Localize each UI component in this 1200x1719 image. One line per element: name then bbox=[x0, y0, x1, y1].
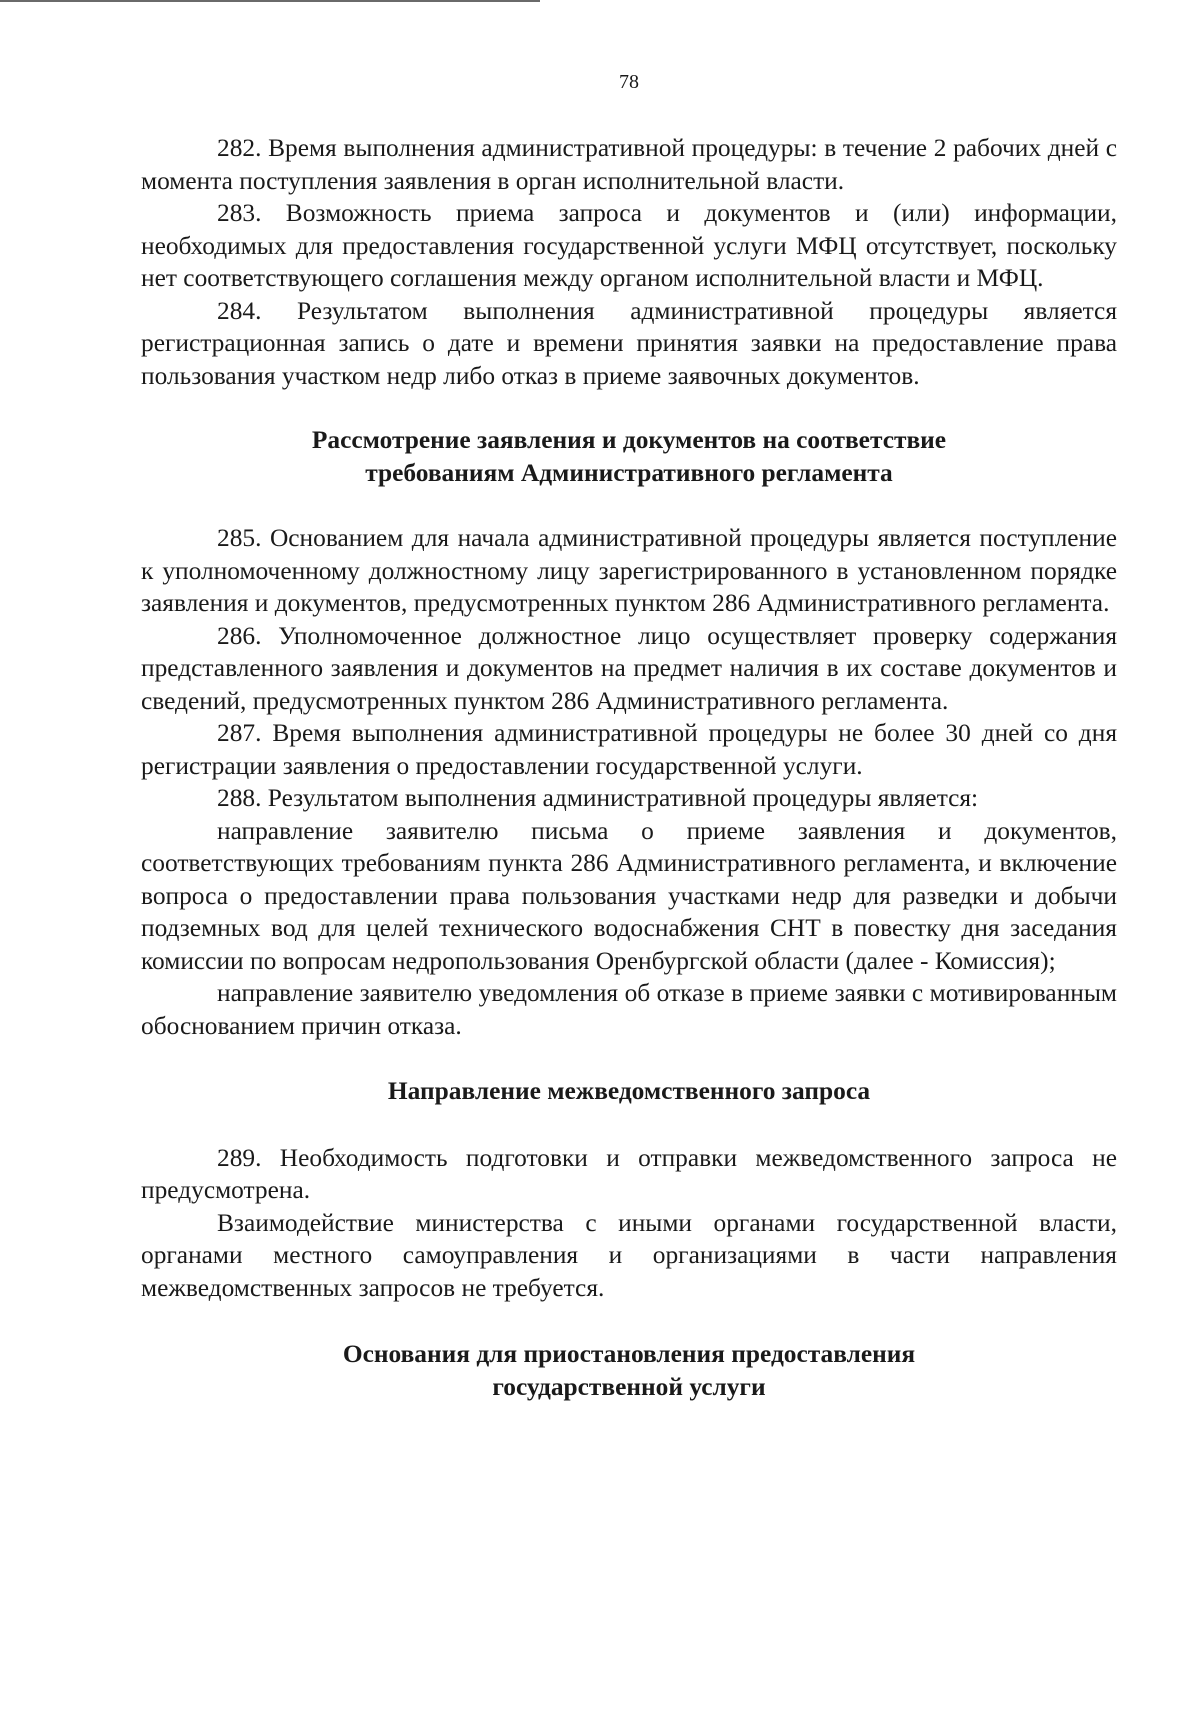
heading-suspension-line2: государственной услуги bbox=[492, 1372, 766, 1401]
document-page bbox=[141, 68, 1117, 1403]
paragraph-284: 284. Результатом выполнения административной процедуры является регистрационная запись о дате и времени принятия заявки на предоставление права пользования участком недр либо отказ в приеме заявочных документов. bbox=[141, 296, 1117, 390]
paragraph-288-item-1: направление заявителю письма о приеме заявления и документов, соответствующих требованиям пункта 286 Административного регламента, и включение вопроса о предоставлении права пользования участками недр для разведки и добычи подземных вод для целей технического водоснабжения СНТ в повестку дня заседания комиссии по вопросам недропользования Оренбургской области (далее - Комиссия); bbox=[141, 816, 1117, 975]
section-review bbox=[141, 522, 1117, 1042]
section-top bbox=[141, 132, 1117, 392]
paragraph-282: 282. Время выполнения административной процедуры: в течение 2 рабочих дней с момента поступления заявления в орган исполнительной власти. bbox=[141, 134, 1117, 195]
paragraph-287: 287. Время выполнения административной процедуры не более 30 дней со дня регистрации заявления о предоставлении государственной услуги. bbox=[141, 719, 1117, 780]
paragraph-289: 289. Необходимость подготовки и отправки межведомственного запроса не предусмотрена. bbox=[141, 1143, 1117, 1204]
heading-review-line1: Рассмотрение заявления и документов на соответствие bbox=[311, 426, 947, 454]
paragraph-288: 288. Результатом выполнения административной процедуры является: bbox=[217, 784, 979, 812]
heading-interagency: Направление межведомственного запроса bbox=[387, 1077, 871, 1105]
heading-review bbox=[141, 424, 1117, 489]
paragraph-285: 285. Основанием для начала административной процедуры является поступление к уполномоченному должностному лицу зарегистрированного в установленном порядке заявления и документов, предусмотренных пунктом 286 Административного регламента. bbox=[141, 524, 1117, 617]
scan-edge-line bbox=[0, 0, 540, 2]
page-number: 78 bbox=[619, 71, 639, 93]
paragraph-288-item-2: направление заявителю уведомления об отказе в приеме заявки с мотивированным обоснованием причин отказа. bbox=[141, 979, 1117, 1040]
paragraph-286: 286. Уполномоченное должностное лицо осуществляет проверку содержания представленного заявления и документов на предмет наличия в их составе документов и сведений, предусмотренных пунктом 286 Административного регламента. bbox=[141, 621, 1117, 715]
heading-suspension-line1: Основания для приостановления предоставления bbox=[342, 1340, 916, 1368]
heading-review-line2: требованиям Административного регламента bbox=[365, 458, 893, 487]
section-interagency bbox=[141, 1142, 1117, 1305]
paragraph-interaction: Взаимодействие министерства с иными органами государственной власти, органами местного самоуправления и организациями в части направления межведомственных запросов не требуется. bbox=[141, 1208, 1117, 1302]
heading-suspension bbox=[141, 1338, 1117, 1403]
paragraph-283: 283. Возможность приема запроса и документов и (или) информации, необходимых для предоставления государственной услуги МФЦ отсутствует, поскольку нет соответствующего соглашения между органом исполнительной власти и МФЦ. bbox=[141, 199, 1117, 292]
